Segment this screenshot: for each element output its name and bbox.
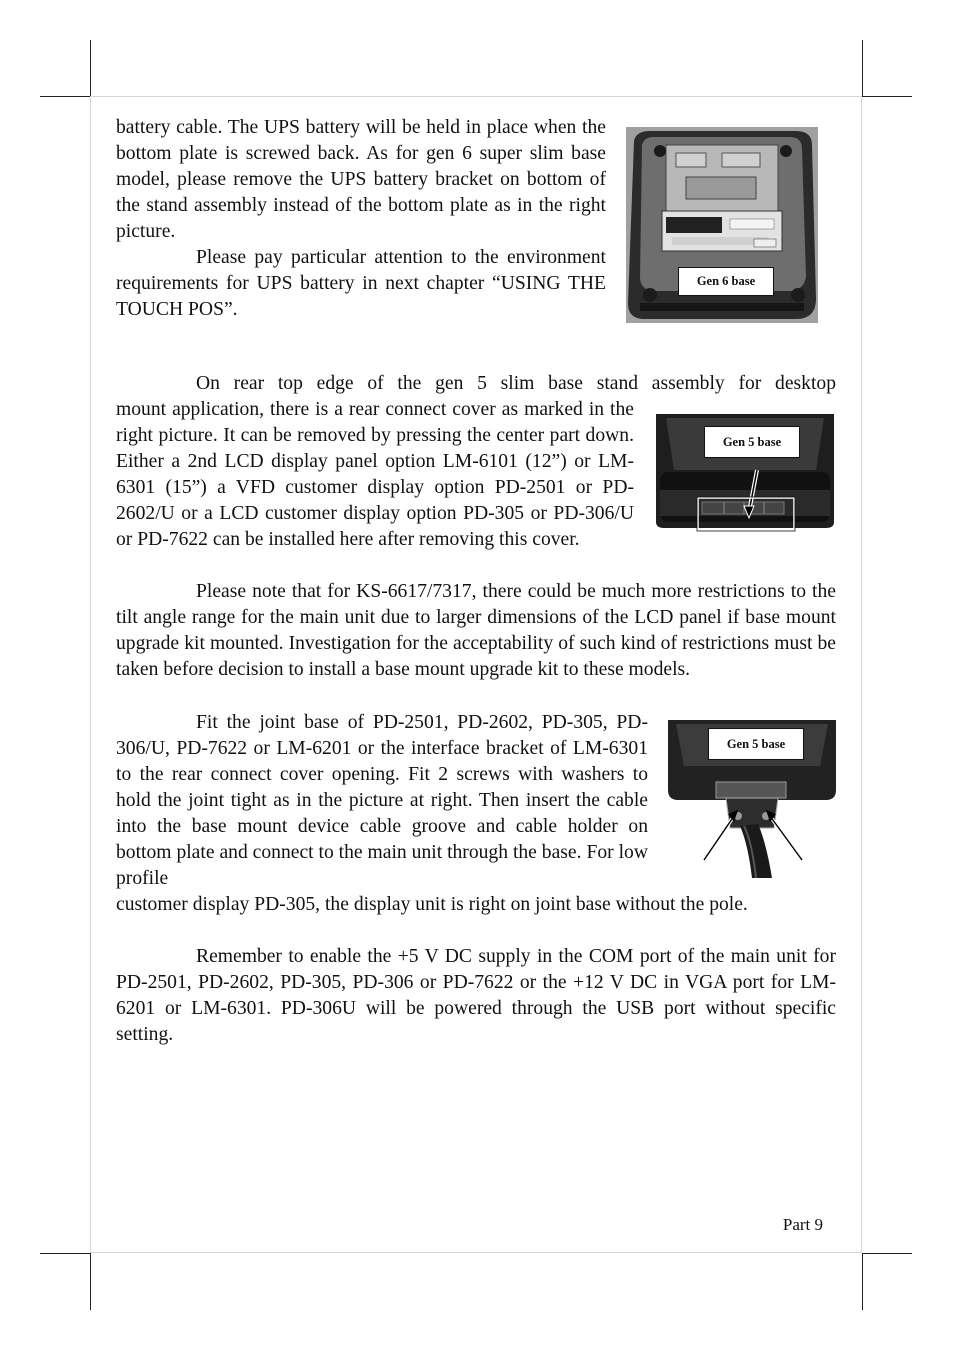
paragraph-restrictions-note: Please note that for KS-6617/7317, there could be much more restrictions to the tilt angle range for the main unit due to larger dimensions of the LCD panel if base mount upgrade kit mounted. Investigation for the acceptability of such kind of restrictions must be taken before decision to install a base mount upgrade kit to these models. [116, 581, 836, 680]
label-gen5-base-joint: Gen 5 base [708, 728, 804, 760]
photo-gen5-base-cover [656, 410, 834, 532]
crop-mark [40, 1253, 90, 1254]
paragraph-joint-base: Fit the joint base of PD-2501, PD-2602, PD-305, PD-306/U, PD-7622 or LM-6201 or the interface bracket of LM-6301 to the rear connect cover opening. Fit 2 screws with washers to hold the joint tight as in the picture at right. Then insert the cable into the base mount device cable groove and cable holder on bottom plate and connect to the main unit through the base. For low profile [116, 712, 648, 889]
label-gen5-base-cover: Gen 5 base [704, 426, 800, 458]
crop-mark [40, 96, 90, 97]
paragraph-joint-base-continued: customer display PD-305, the display unit is right on joint base without the pole. [116, 894, 748, 915]
paragraph-rear-connect: mount application, there is a rear connect cover as marked in the right picture. It can be removed by pressing the center part down. Either a 2nd LCD display panel option LM-6101 (12”) or LM-6301 (15”) a VFD customer display option PD-2501 or PD-2602/U or a LCD customer display option PD-305 or PD-306/U or PD-7622 can be installed here after removing this cover. [116, 399, 634, 550]
paragraph-power-supply: Remember to enable the +5 V DC supply in the COM port of the main unit for PD-2501, PD-2602, PD-305, PD-306 or PD-7622 or the +12 V DC in VGA port for LM-6201 or LM-6301. PD-306U will be powered through the USB port without specific setting. [116, 946, 836, 1045]
page-number: Part 9 [782, 1215, 823, 1234]
photo-gen6-base [626, 127, 818, 323]
crop-mark [90, 1253, 91, 1310]
crop-mark [862, 1253, 863, 1310]
paragraph-rear-connect-first-line: On rear top edge of the gen 5 slim base stand assembly for desktop [196, 373, 836, 394]
paragraph-battery-cable: battery cable. The UPS battery will be held in place when the bottom plate is screwed back. As for gen 6 super slim base model, please remove the UPS battery bracket on bottom of the stand assembly instead of the bottom plate as in the right picture. [116, 117, 606, 242]
label-gen6-base: Gen 6 base [678, 267, 774, 296]
crop-mark [90, 40, 91, 96]
crop-mark [862, 96, 912, 97]
crop-mark [862, 40, 863, 96]
photo-gen5-base-joint [668, 718, 836, 878]
crop-mark [862, 1253, 912, 1254]
paragraph-environment: Please pay particular attention to the environment requirements for UPS battery in next chapter “USING THE TOUCH POS”. [116, 247, 606, 320]
